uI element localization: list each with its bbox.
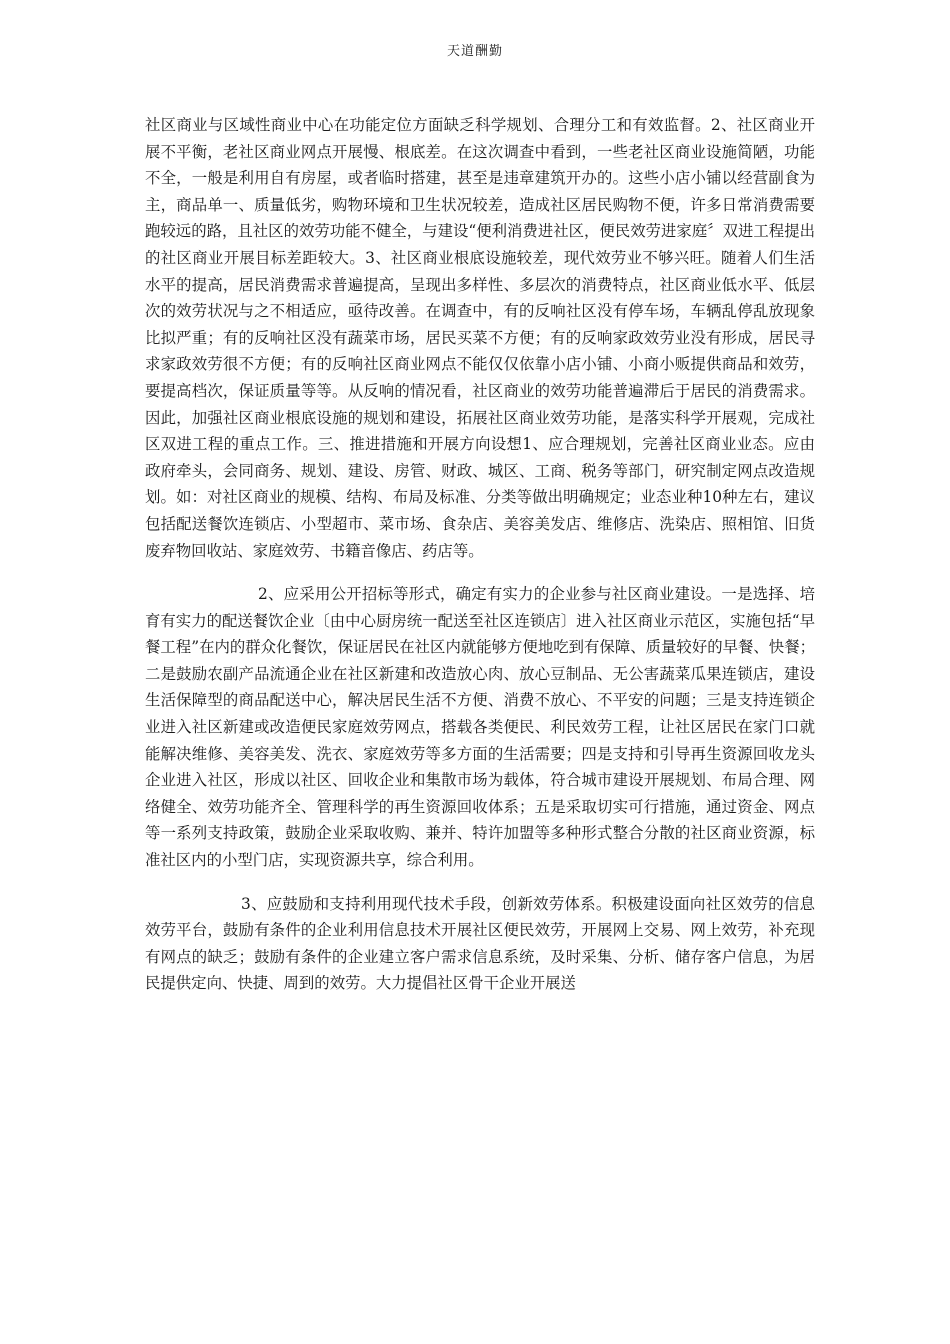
paragraph-3: 3、应鼓励和支持利用现代技术手段，创新效劳体系。积极建设面向社区效劳的信息效劳平台，鼓励有条件的企业利用信息技术开展社区便民效劳，开展网上交易、网上效劳，补充现有网点的缺乏；鼓励有条件的企业建立客户需求信息系统，及时采集、分析、储存客户信息，为居民提供定向、快捷、周到的效劳。大力提倡社区骨干企业开展送 [145,894,815,993]
page-header: 天道酬勤 [446,44,503,59]
paragraph-1: 社区商业与区域性商业中心在功能定位方面缺乏科学规划、合理分工和有效监督。2、社区商业开展不平衡，老社区商业网点开展慢、根底差。在这次调查中看到，一些老社区商业设施简陋，功能不全，一般是利用自有房屋，或者临时搭建，甚至是违章建筑开办的。这些小店小铺以经营副食为主，商品单一、质量低劣，购物环境和卫生状况较差，造成社区居民购物不便，许多日常消费需要跑较远的路，且社区的效劳功能不健全，与建设“便利消费进社区，便民效劳进家庭〞双进工程提出的社区商业开展目标差距较大。3、社区商业根底设施较差，现代效劳业不够兴旺。随着人们生活水平的提高，居民消费需求普遍提高，呈现出多样性、多层次的消费特点，社区商业低水平、低层次的效劳状况与之不相适应，亟待改善。在调查中，有的反响社区没有停车场，车辆乱停乱放现象比拟严重；有的反响社区没有蔬菜市场，居民买菜不方便；有的反响家政效劳业没有形成，居民寻求家政效劳很不方便；有的反响社区商业网点不能仅仅依靠小店小铺、小商小贩提供商品和效劳，要提高档次，保证质量等等。从反响的情况看，社区商业的效劳功能普遍滞后于居民的消费需求。因此，加强社区商业根底设施的规划和建设，拓展社区商业效劳功能，是落实科学开展观，完成社区双进工程的重点工作。三、推进措施和开展方向设想1、应合理规划，完善社区商业业态。应由政府牵头，会同商务、规划、建设、房管、财政、城区、工商、税务等部门，研究制定网点改造规划。如：对社区商业的规模、结构、布局及标准、分类等做出明确规定；业态业种10种左右，建议包括配送餐饮连锁店、小型超市、菜市场、食杂店、美容美发店、维修店、洗染店、照相馆、旧货废弃物回收站、家庭效劳、书籍音像店、药店等。 [145,116,815,560]
document-body [145,112,815,997]
paragraph-2: 2、应采用公开招标等形式，确定有实力的企业参与社区商业建设。一是选择、培育有实力的配送餐饮企业〔由中心厨房统一配送至社区连锁店〕进入社区商业示范区，实施包括“早餐工程”在内的群众化餐饮，保证居民在社区内就能够方便地吃到有保障、质量较好的早餐、快餐；二是鼓励农副产品流通企业在社区新建和改造放心肉、放心豆制品、无公害蔬菜瓜果连锁店，建设生活保障型的商品配送中心，解决居民生活不方便、消费不放心、不平安的问题；三是支持连锁企业进入社区新建或改造便民家庭效劳网点，搭载各类便民、利民效劳工程，让社区居民在家门口就能解决维修、美容美发、洗衣、家庭效劳等多方面的生活需要；四是支持和引导再生资源回收龙头企业进入社区，形成以社区、回收企业和集散市场为载体，符合城市建设开展规划、布局合理、网络健全、效劳功能齐全、管理科学的再生资源回收体系；五是采取切实可行措施，通过资金、网点等一系列支持政策，鼓励企业采取收购、兼并、特许加盟等多种形式整合分散的社区商业资源，标准社区内的小型门店，实现资源共享，综合利用。 [145,585,815,870]
